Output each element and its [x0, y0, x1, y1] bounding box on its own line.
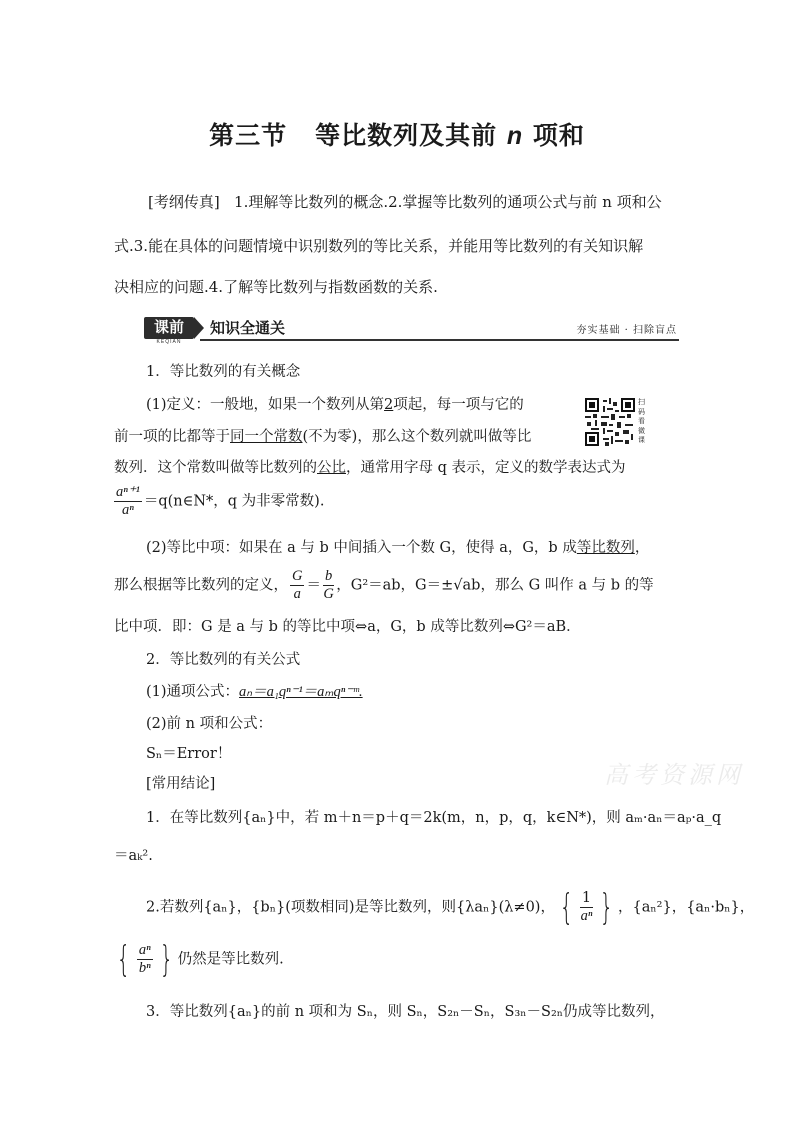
section-banner — [144, 314, 679, 345]
section-slogan: 夯实基础 · 扫除盲点 — [576, 325, 677, 336]
s1-mid-line-1: (2)等比中项：如果在 a 与 b 中间插入一个数 G，使得 a，G，b 成等比数列， — [146, 540, 650, 556]
s1-def-line-1: (1)定义：一般地，如果一个数列从第2项起，每一项与它的 — [146, 397, 524, 413]
common-conclusions-title: [常用结论] — [146, 776, 216, 792]
outline-line-1: [考纲传真] 1.理解等比数列的概念.2.掌握等比数列的通项公式与前 n 项和公 — [148, 193, 662, 211]
blank-2: 2 — [384, 397, 394, 413]
ratio-fraction: $\frac{\text{aⁿ⁺¹}}{\text{aⁿ}}$ — [116, 484, 140, 518]
qr-code-icon — [585, 398, 635, 446]
s1-mid-line-2: 那么根据等比数列的定义， $\frac{G}{a}$ ＝ $\frac{b}{G}$ ，G²＝ab，G＝±√ab，那么 G 叫作 a 与 b 的等 — [114, 568, 654, 602]
qr-caption: 扫码看微课 — [638, 398, 645, 444]
section-rule — [200, 339, 679, 341]
section-tag: 课前 — [144, 317, 194, 339]
outline-line-3: 决相应的问题.4.了解等比数列与指数函数的关系. — [114, 278, 438, 296]
s1-def-formula: $\frac{\text{aⁿ⁺¹}}{\text{aⁿ}}$ ＝q(n∈N*，q 为非零常数). — [116, 484, 325, 518]
s1-title: 1．等比数列的有关概念 — [146, 364, 301, 380]
c1-line-1: 1．在等比数列{aₙ}中，若 m＋n＝p＋q＝2k(m，n，p，q，k∈N*)，则 aₘ·aₙ＝aₚ·a_q — [146, 810, 722, 826]
s1-mid-line-3: 比中项．即：G 是 a 与 b 的等比中项⇔a，G，b 成等比数列⇔G²＝aB． — [114, 619, 581, 635]
c2-fraction-reciprocal: $\frac{1}{\text{aⁿ}}$ — [580, 890, 593, 924]
outline-line-2: 式.3.能在具体的问题情境中识别数列的等比关系，并能用等比数列的有关知识解 — [114, 237, 644, 255]
c1-line-2: ＝aₖ². — [114, 848, 153, 864]
s1-def-line-3: 数列．这个常数叫做等比数列的公比，通常用字母 q 表示，定义的数学表达式为 — [114, 460, 626, 476]
s2-title: 2．等比数列的有关公式 — [146, 652, 301, 668]
c2-fraction-quotient: $\frac{\text{aⁿ}}{\text{bⁿ}}$ — [138, 942, 151, 976]
blank-same-constant: 同一个常数 — [230, 429, 303, 445]
watermark: 高考资源网 — [604, 761, 744, 789]
s1-def-line-2: 前一项的比都等于同一个常数(不为零)，那么这个数列就叫做等比 — [114, 429, 532, 445]
mid-fraction-left: $\frac{G}{a}$ — [292, 568, 303, 602]
page-title: 第三节 等比数列及其前 n 项和 — [209, 121, 585, 150]
section-tag-sub: KEQIAN — [156, 339, 182, 345]
s2-sum-label: (2)前 n 项和公式： — [146, 716, 273, 732]
s2-general: (1)通项公式：aₙ＝a₁qⁿ⁻¹＝aₘqⁿ⁻ᵐ. — [146, 684, 363, 700]
c2-line-1: 2.若数列{aₙ}，{bₙ}(项数相同)是等比数列，则{λaₙ}(λ≠0)， { $\frac{1}{\text{aⁿ}}$ } ，{aₙ²}，{aₙ·bₙ}， — [146, 886, 755, 928]
c2-line-2: { $\frac{\text{aⁿ}}{\text{bⁿ}}$ } 仍然是等比数列. — [116, 938, 284, 980]
mid-fraction-right: $\frac{b}{G}$ — [323, 568, 334, 602]
c3-line-1: 3．等比数列{aₙ}的前 n 项和为 Sₙ，则 Sₙ，S₂ₙ－Sₙ，S₃ₙ－S₂ₙ仍成等比数列， — [146, 1004, 665, 1020]
blank-geometric: 等比数列 — [576, 540, 635, 556]
section-heading: 知识全通关 — [210, 319, 286, 337]
s2-sum-formula: Sₙ＝Error！ — [146, 746, 232, 762]
blank-ratio: 公比 — [317, 460, 346, 476]
general-formula: aₙ＝a₁qⁿ⁻¹＝aₘqⁿ⁻ᵐ. — [239, 684, 363, 700]
outline-tag: [考纲传真] — [148, 193, 220, 211]
